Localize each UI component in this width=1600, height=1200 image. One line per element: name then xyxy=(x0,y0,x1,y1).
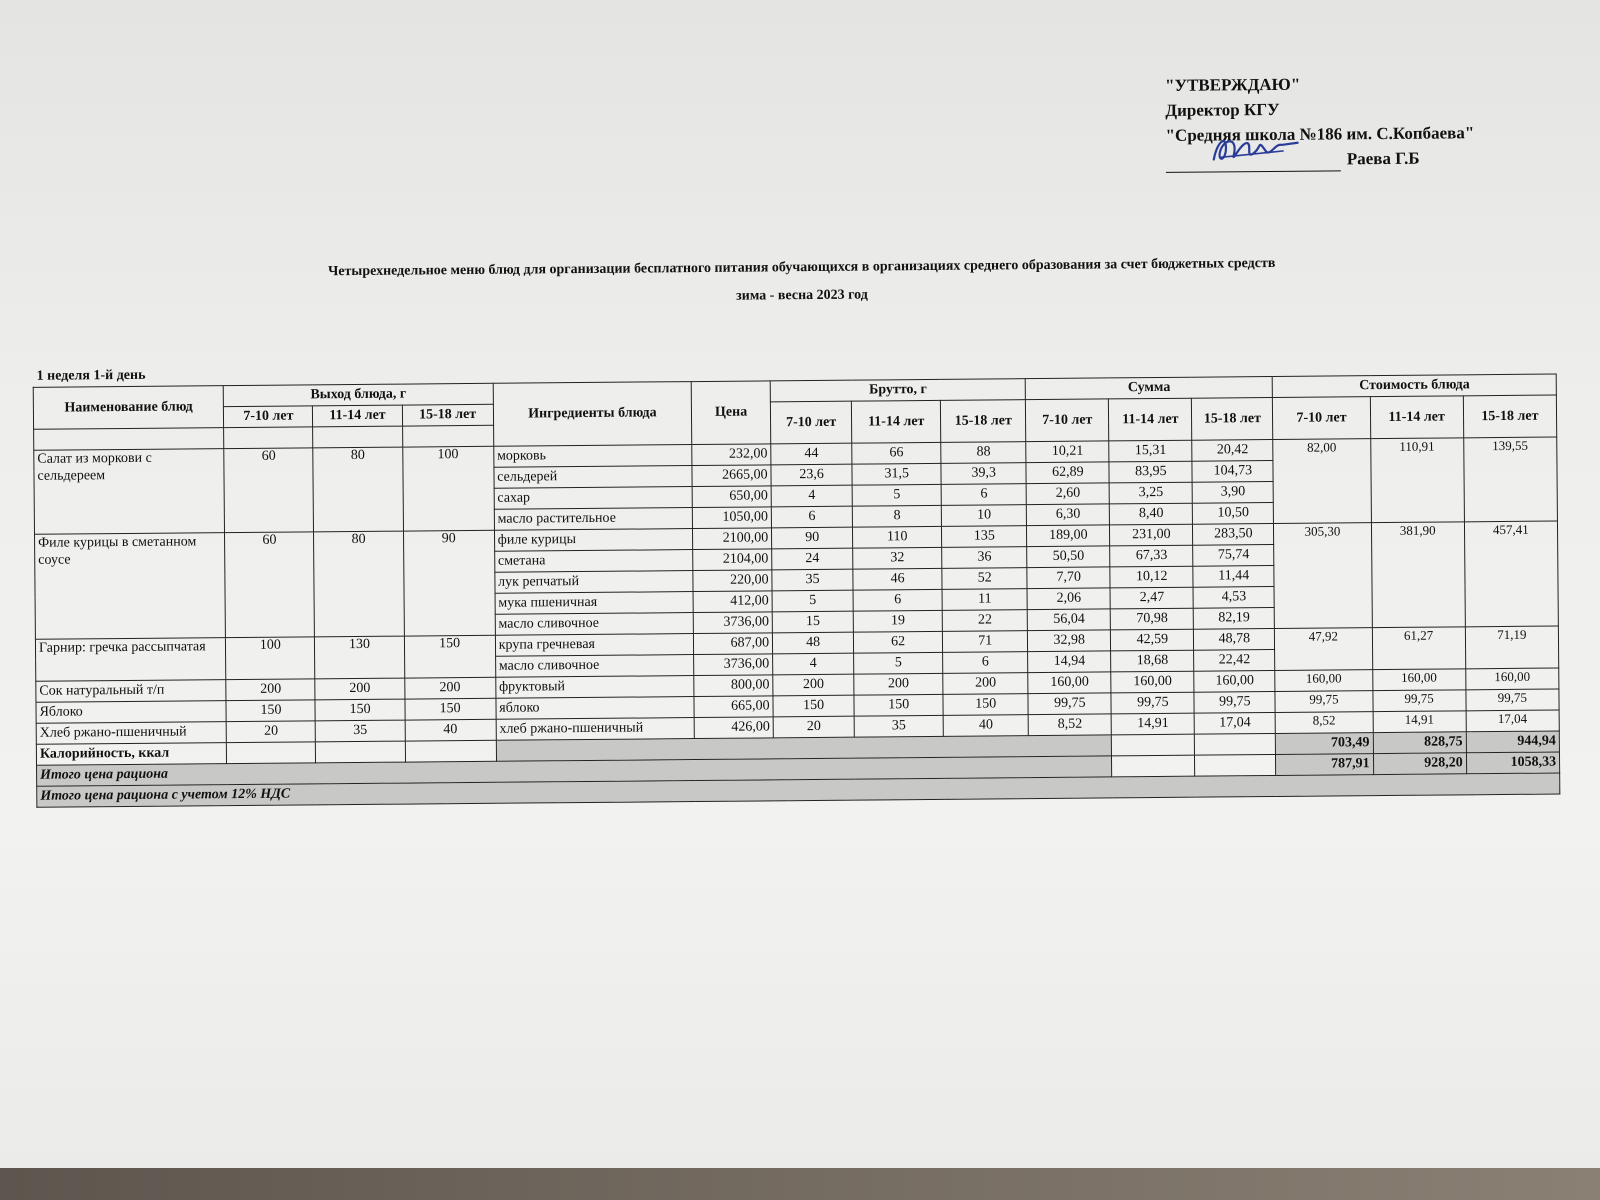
approval-signature-line xyxy=(1166,145,1475,173)
brutto-value: 15 xyxy=(772,611,853,633)
sum-value: 104,73 xyxy=(1192,460,1273,482)
ingredient-name: сельдерей xyxy=(494,466,693,489)
sum-value: 56,04 xyxy=(1027,609,1110,631)
sum-value: 75,74 xyxy=(1193,544,1274,566)
total-price: 703,49 xyxy=(1276,733,1373,755)
ingredient-name: лук репчатый xyxy=(495,571,694,594)
ingredient-name: хлеб ржано-пшеничный xyxy=(496,718,695,741)
ingredient-name: сахар xyxy=(494,487,693,510)
sum-value: 48,78 xyxy=(1194,628,1275,650)
dish-cost: 99,75 xyxy=(1372,690,1465,712)
header-spacer xyxy=(224,427,313,449)
brutto-value: 5 xyxy=(854,652,943,674)
document-title: Четырехнедельное меню блюд для организации бесплатного питания обучающихся в организациях среднего образования за счет бюджетных средств xyxy=(327,255,1276,280)
sum-value: 160,00 xyxy=(1194,670,1275,692)
menu-sheet xyxy=(10,61,1585,804)
ingredient-name: яблоко xyxy=(496,697,695,720)
empty-cell xyxy=(1195,754,1276,776)
sum-value: 160,00 xyxy=(1028,672,1111,694)
brutto-value: 135 xyxy=(942,526,1027,548)
dish-output: 60 xyxy=(224,448,314,533)
header-spacer xyxy=(34,428,225,451)
dish-cost: 47,92 xyxy=(1275,628,1373,671)
brutto-value: 88 xyxy=(941,442,1026,464)
sum-value: 67,33 xyxy=(1110,545,1193,567)
brutto-age-15-18: 15-18 лет xyxy=(941,400,1026,443)
sum-value: 14,91 xyxy=(1111,713,1194,735)
background-floor xyxy=(0,1168,1600,1200)
dish-cost: 61,27 xyxy=(1372,627,1466,670)
dish-output: 80 xyxy=(314,531,404,637)
sum-value: 18,68 xyxy=(1111,650,1194,672)
sum-value: 283,50 xyxy=(1193,523,1274,545)
brutto-value: 23,6 xyxy=(771,464,852,486)
cost-age-7-10: 7-10 лет xyxy=(1273,397,1371,440)
sum-value: 83,95 xyxy=(1109,461,1192,483)
sum-value: 8,40 xyxy=(1110,503,1193,525)
cost-age-15-18: 15-18 лет xyxy=(1463,395,1557,438)
header-spacer xyxy=(313,426,402,448)
brutto-value: 44 xyxy=(771,443,852,465)
dish-cost: 381,90 xyxy=(1371,522,1465,628)
ingredient-price: 650,00 xyxy=(692,486,771,508)
dish-output: 35 xyxy=(316,720,405,742)
ingredient-name: масло сливочное xyxy=(495,655,694,678)
ingredient-price: 232,00 xyxy=(692,444,771,466)
ingredient-name: крупа гречневая xyxy=(495,634,694,657)
ingredient-price: 220,00 xyxy=(693,570,772,592)
sum-value: 11,44 xyxy=(1193,565,1274,587)
total-price-vat: 1058,33 xyxy=(1466,752,1559,774)
total-label: Итого цена рациона xyxy=(37,756,1112,786)
dish-cost: 71,19 xyxy=(1465,626,1559,669)
brutto-value: 8 xyxy=(852,505,941,527)
sum-value: 82,19 xyxy=(1194,607,1275,629)
dish-output: 130 xyxy=(315,636,404,679)
sum-value: 99,75 xyxy=(1111,692,1194,714)
total-price: 944,94 xyxy=(1466,731,1559,753)
dish-output: 100 xyxy=(402,446,494,531)
brutto-value: 20 xyxy=(773,716,854,738)
sum-value: 17,04 xyxy=(1194,712,1275,734)
ingredient-name: мука пшеничная xyxy=(495,592,694,615)
sum-value: 10,12 xyxy=(1110,566,1193,588)
dish-name: Яблоко xyxy=(36,701,227,724)
sum-value: 3,90 xyxy=(1192,481,1273,503)
dish-output: 200 xyxy=(315,678,404,700)
total-price-vat: 928,20 xyxy=(1373,753,1466,775)
ingredient-price: 2100,00 xyxy=(693,528,772,550)
ingredient-price: 3736,00 xyxy=(694,654,773,676)
brutto-value: 6 xyxy=(941,484,1026,506)
dish-output: 150 xyxy=(404,635,496,678)
dish-cost: 17,04 xyxy=(1466,710,1559,732)
sum-value: 189,00 xyxy=(1027,525,1110,547)
empty-cell xyxy=(1112,734,1195,756)
brutto-value: 6 xyxy=(943,652,1028,674)
approval-heading: "УТВЕРЖДАЮ" xyxy=(1165,74,1301,95)
brutto-value: 52 xyxy=(942,568,1027,590)
dish-name: Хлеб ржано-пшеничный xyxy=(36,722,227,745)
dish-cost: 139,55 xyxy=(1463,437,1557,522)
dish-cost: 99,75 xyxy=(1275,691,1372,713)
output-age-15-18: 15-18 лет xyxy=(402,404,493,426)
col-header-price: Цена xyxy=(691,381,771,445)
brutto-value: 22 xyxy=(942,610,1027,632)
brutto-value: 31,5 xyxy=(852,463,941,485)
dish-cost: 82,00 xyxy=(1273,439,1371,524)
col-header-ingredients: Ингредиенты блюда xyxy=(493,382,692,447)
calories-label: Калорийность, ккал xyxy=(36,743,227,766)
sum-value: 160,00 xyxy=(1111,671,1194,693)
sum-value: 4,53 xyxy=(1193,586,1274,608)
brutto-value: 5 xyxy=(772,590,853,612)
dish-name: Филе курицы в сметанном соусе xyxy=(35,533,226,640)
brutto-value: 32 xyxy=(853,547,942,569)
approval-school: "Средняя школа №186 им. С.Копбаева" xyxy=(1165,123,1475,145)
brutto-value: 24 xyxy=(772,548,853,570)
empty-cell xyxy=(1195,733,1276,755)
brutto-age-7-10: 7-10 лет xyxy=(770,401,851,444)
cost-age-11-14: 11-14 лет xyxy=(1370,396,1464,439)
total-price: 828,75 xyxy=(1373,732,1466,754)
empty-cell xyxy=(1112,755,1195,777)
sum-value: 50,50 xyxy=(1027,546,1110,568)
brutto-value: 46 xyxy=(853,568,942,590)
empty-cell xyxy=(405,740,496,762)
brutto-value: 62 xyxy=(854,631,943,653)
col-header-brutto: Брутто, г xyxy=(770,379,1025,402)
ingredient-price: 2665,00 xyxy=(692,465,771,487)
sum-value: 14,94 xyxy=(1028,651,1111,673)
document-subtitle: зима - весна 2023 год xyxy=(736,287,868,304)
ingredient-price: 2104,00 xyxy=(693,549,772,571)
brutto-value: 110 xyxy=(853,526,942,548)
dish-output: 20 xyxy=(227,721,316,743)
dish-cost: 457,41 xyxy=(1464,521,1558,627)
dish-output: 80 xyxy=(313,447,403,532)
sum-value: 3,25 xyxy=(1109,482,1192,504)
brutto-value: 200 xyxy=(854,673,943,695)
sum-value: 10,21 xyxy=(1026,441,1109,463)
ingredient-price: 800,00 xyxy=(694,675,773,697)
total-vat-label: Итого цена рациона с учетом 12% НДС xyxy=(37,773,1560,807)
ingredient-price: 426,00 xyxy=(694,717,773,739)
dish-cost: 8,52 xyxy=(1275,712,1372,734)
dish-cost: 160,00 xyxy=(1372,669,1465,691)
sum-value: 231,00 xyxy=(1110,524,1193,546)
menu-table xyxy=(33,374,1561,808)
ingredient-price: 665,00 xyxy=(694,696,773,718)
sum-value: 22,42 xyxy=(1194,649,1275,671)
brutto-value: 71 xyxy=(943,631,1028,653)
sum-value: 99,75 xyxy=(1194,691,1275,713)
sum-value: 2,06 xyxy=(1027,588,1110,610)
ingredient-name: морковь xyxy=(493,445,692,468)
dish-cost: 160,00 xyxy=(1465,668,1558,690)
brutto-value: 150 xyxy=(854,694,943,716)
sum-value: 15,31 xyxy=(1109,440,1192,462)
dish-cost: 14,91 xyxy=(1373,711,1466,733)
dish-cost: 305,30 xyxy=(1274,523,1372,629)
empty-cell xyxy=(227,742,316,764)
dish-cost: 99,75 xyxy=(1466,689,1559,711)
ingredient-price: 1050,00 xyxy=(692,507,771,529)
col-header-cost: Стоимость блюда xyxy=(1273,374,1557,397)
ingredient-price: 687,00 xyxy=(694,633,773,655)
col-header-output: Выход блюда, г xyxy=(224,383,494,406)
sum-value: 7,70 xyxy=(1027,567,1110,589)
brutto-value: 48 xyxy=(773,632,854,654)
sum-value: 20,42 xyxy=(1192,439,1273,461)
ingredient-price: 3736,00 xyxy=(693,612,772,634)
dish-output: 40 xyxy=(405,719,496,741)
brutto-value: 200 xyxy=(773,674,854,696)
brutto-value: 11 xyxy=(942,589,1027,611)
sum-age-15-18: 15-18 лет xyxy=(1192,397,1273,440)
brutto-value: 150 xyxy=(943,694,1028,716)
sum-age-7-10: 7-10 лет xyxy=(1026,399,1109,442)
brutto-value: 6 xyxy=(853,589,942,611)
dish-cost: 110,91 xyxy=(1370,438,1464,523)
sum-value: 6,30 xyxy=(1027,504,1110,526)
dish-cost: 160,00 xyxy=(1275,670,1372,692)
sum-value: 42,59 xyxy=(1111,629,1194,651)
brutto-value: 19 xyxy=(853,610,942,632)
dish-output: 150 xyxy=(226,700,315,722)
brutto-value: 40 xyxy=(943,715,1028,737)
dish-output: 200 xyxy=(226,679,315,701)
output-age-7-10: 7-10 лет xyxy=(224,406,313,428)
brutto-value: 39,3 xyxy=(941,463,1026,485)
ingredient-name: фруктовый xyxy=(495,676,694,699)
brutto-value: 35 xyxy=(854,715,943,737)
total-price-vat: 787,91 xyxy=(1276,754,1373,776)
brutto-value: 200 xyxy=(943,673,1028,695)
ingredient-name: сметана xyxy=(494,550,693,573)
signer-name: Раева Г.Б xyxy=(1346,148,1420,169)
dish-output: 90 xyxy=(403,530,495,636)
dish-output: 100 xyxy=(226,637,315,680)
sum-value: 8,52 xyxy=(1028,714,1111,736)
sum-value: 2,47 xyxy=(1110,587,1193,609)
dish-name: Сок натуральный т/п xyxy=(36,680,227,703)
dish-name: Гарнир: гречка рассыпчатая xyxy=(35,638,226,682)
sum-value: 10,50 xyxy=(1193,502,1274,524)
sum-value: 99,75 xyxy=(1028,693,1111,715)
dish-name: Салат из моркови с сельдереем xyxy=(34,449,225,535)
ingredient-name: масло сливочное xyxy=(495,613,694,636)
sum-value: 70,98 xyxy=(1110,608,1193,630)
brutto-value: 5 xyxy=(852,484,941,506)
signature-icon xyxy=(1206,129,1306,170)
output-age-11-14: 11-14 лет xyxy=(313,405,402,427)
sum-age-11-14: 11-14 лет xyxy=(1109,398,1192,441)
empty-cell xyxy=(316,741,405,763)
brutto-value: 6 xyxy=(771,506,852,528)
brutto-value: 10 xyxy=(941,505,1026,527)
ingredient-name: масло растительное xyxy=(494,508,693,531)
brutto-value: 66 xyxy=(852,442,941,464)
dish-output: 60 xyxy=(225,532,315,638)
col-header-dish: Наименование блюд xyxy=(33,386,224,430)
header-spacer xyxy=(402,425,493,447)
dish-output: 150 xyxy=(405,698,496,720)
brutto-value: 4 xyxy=(771,485,852,507)
brutto-age-11-14: 11-14 лет xyxy=(851,400,940,443)
dish-output: 150 xyxy=(315,699,404,721)
brutto-value: 150 xyxy=(773,695,854,717)
brutto-value: 90 xyxy=(772,527,853,549)
dish-output: 200 xyxy=(404,677,495,699)
ingredient-name: филе курицы xyxy=(494,529,693,552)
brutto-value: 35 xyxy=(772,569,853,591)
approval-block xyxy=(1165,70,1475,173)
week-label: 1 неделя 1-й день xyxy=(36,367,146,384)
sum-value: 62,89 xyxy=(1026,462,1109,484)
approval-position: Директор КГУ xyxy=(1165,99,1280,120)
sum-value: 32,98 xyxy=(1028,630,1111,652)
col-header-sum: Сумма xyxy=(1025,376,1272,399)
sum-value: 2,60 xyxy=(1026,483,1109,505)
brutto-value: 36 xyxy=(942,547,1027,569)
brutto-value: 4 xyxy=(773,653,854,675)
ingredient-price: 412,00 xyxy=(693,591,772,613)
